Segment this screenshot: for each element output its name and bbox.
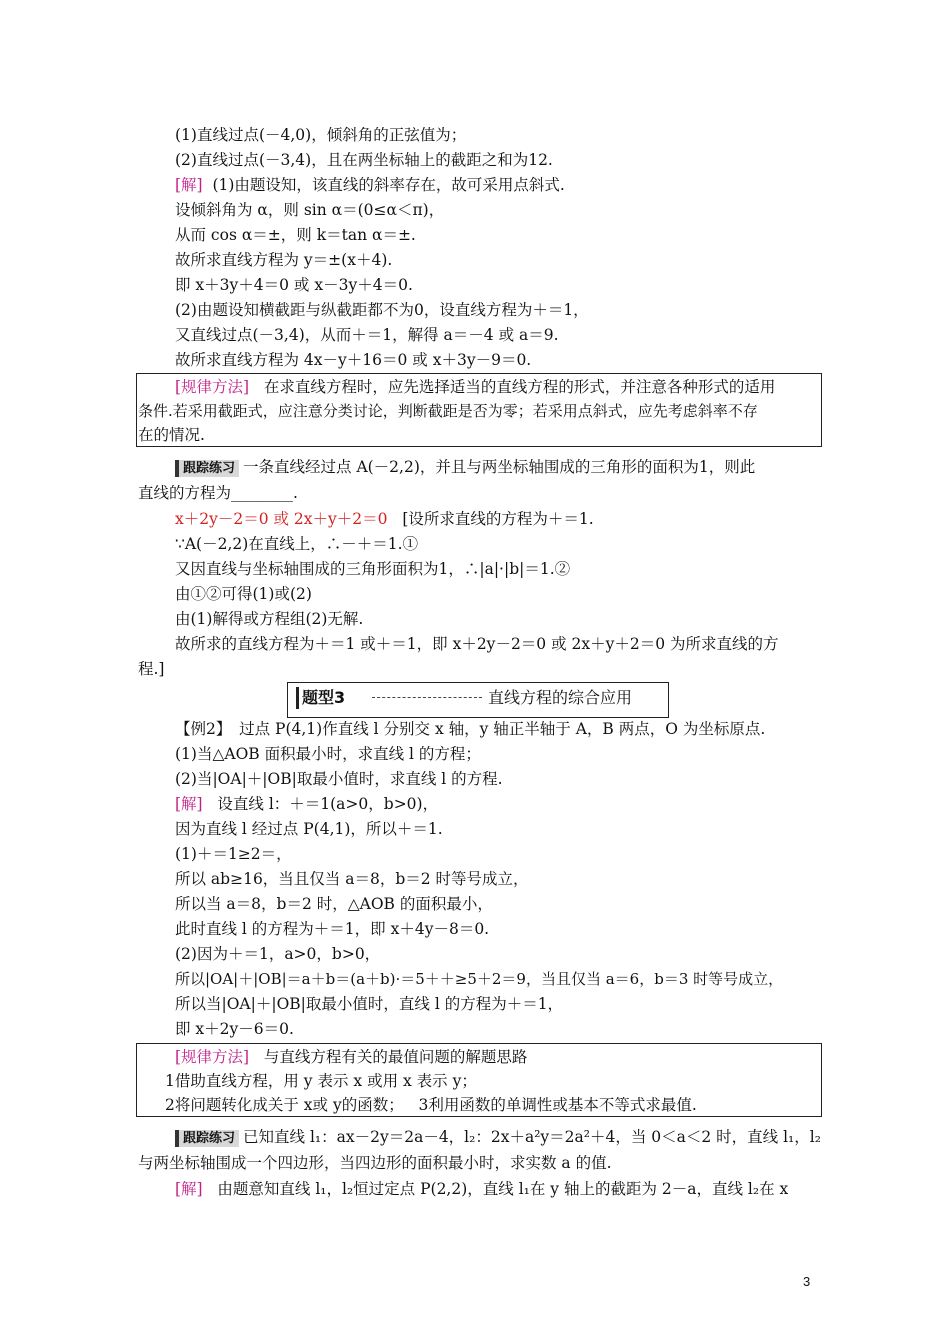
example-line: 因为直线 l 经过点 P(4,1)，所以＋＝1. [175,820,443,838]
practice-answer: [解] 由题意知直线 l₁，l₂恒过定点 P(2,2)，直线 l₁在 y 轴上的截距为 2－a，直线 l₂在 x [175,1180,789,1198]
example-line: [解] 设直线 l：＋＝1(a>0，b>0)， [175,795,439,813]
solution-line: 故所求直线方程为 y＝±(x＋4). [175,251,393,269]
example-line: 此时直线 l 的方程为＋＝1，即 x＋4y－8＝0. [175,920,490,938]
practice-answer: 又因直线与坐标轴围成的三角形面积为1，∴|a|·|b|＝1.② [175,560,571,578]
solution-line: (2)由题设知横截距与纵截距都不为0，设直线方程为＋＝1， [175,301,589,319]
example-line: 所以当|OA|＋|OB|取最小值时，直线 l 的方程为＋＝1， [175,995,564,1013]
method-line: 条件.若采用截距式，应注意分类讨论，判断截距是否为零；若采用点斜式，应先考虑斜率不存 [138,402,758,420]
example-line: (1)当△AOB 面积最小时，求直线 l 的方程； [175,745,481,763]
practice-tag: 跟踪练习 [175,1130,239,1147]
practice-question: 跟踪练习 已知直线 l₁：ax－2y＝2a－4，l₂：2x＋a²y＝2a²＋4，当 0＜a＜2 时，直线 l₁，l₂ [175,1126,821,1148]
solution-tag: [解] [175,1180,203,1198]
question-part-1: (1)直线过点(－4,0)，倾斜角的正弦值为； [175,126,467,144]
solution-line [175,174,565,196]
practice-answer: 由①②可得(1)或(2) [175,585,312,603]
example-line: 所以|OA|＋|OB|＝a＋b＝(a＋b)·＝5＋＋≥5＋2＝9，当且仅当 a＝6，b＝3 时等号成立， [175,970,784,988]
page-number: 3 [803,1274,811,1289]
section-header-box [287,682,669,718]
practice-question: 直线的方程为________. [138,484,298,502]
answer-text: x＋2y－2＝0 或 2x＋y＋2＝0 [175,510,388,528]
method-line: [规律方法] 在求直线方程时，应先选择适当的直线方程的形式，并注意各种形式的适用 [175,378,776,396]
example-line: 所以当 a＝8，b＝2 时，△AOB 的面积最小， [175,895,493,913]
method-line: [规律方法] 与直线方程有关的最值问题的解题思路 [175,1048,528,1066]
example-line: 所以 ab≥16，当且仅当 a＝8，b＝2 时等号成立， [175,870,529,888]
example-line: (1)＋＝1≥2＝， [175,845,292,863]
practice-answer: 由(1)解得或方程组(2)无解. [175,610,364,628]
solution-line: 从而 cos α＝±，则 k＝tan α＝±. [175,226,416,244]
example-line: 【例2】 过点 P(4,1)作直线 l 分别交 x 轴，y 轴正半轴于 A，B 两点，O 为坐标原点. [175,720,766,738]
method-tag: [规律方法] [175,1048,250,1066]
solution-tag: [解] [175,795,203,813]
practice-question: 跟踪练习 一条直线经过点 A(－2,2)，并且与两坐标轴围成的三角形的面积为1，则此 [175,456,755,478]
example-line: (2)因为＋＝1，a>0，b>0， [175,945,381,963]
section-title: 直线方程的综合应用 [488,688,633,707]
method-line: 1借助直线方程，用 y 表示 x 或用 x 表示 y； [165,1072,477,1090]
example-line: 即 x＋2y－6＝0. [175,1020,294,1038]
solution-line: 故所求直线方程为 4x－y＋16＝0 或 x＋3y－9＝0. [175,351,532,369]
solution-line: 即 x＋3y＋4＝0 或 x－3y＋4＝0. [175,276,413,294]
section-divider [372,697,482,698]
solution-line: 设倾斜角为 α，则 sin α＝(0≤α＜π)， [175,201,445,219]
question-part-2: (2)直线过点(－3,4)，且在两坐标轴上的截距之和为12. [175,151,553,169]
solution-tag: [解] [175,176,203,194]
method-line: 在的情况. [138,426,205,444]
practice-tag: 跟踪练习 [175,460,239,477]
practice-answer: ∵A(－2,2)在直线上，∴－＋＝1.① [175,535,419,553]
practice-answer: 程.] [138,660,165,678]
practice-question: 与两坐标轴围成一个四边形，当四边形的面积最小时，求实数 a 的值. [138,1154,612,1172]
method-line: 2将问题转化成关于 x或 y的函数； 3利用函数的单调性或基本不等式求最值. [165,1096,697,1114]
practice-answer: 故所求的直线方程为＋＝1 或＋＝1，即 x＋2y－2＝0 或 2x＋y＋2＝0 为所求直线的方 [175,635,779,653]
solution-line: 又直线过点(－3,4)，从而＋＝1，解得 a＝－4 或 a＝9. [175,326,559,344]
practice-answer: x＋2y－2＝0 或 2x＋y＋2＝0 [设所求直线的方程为＋＝1. [175,510,594,528]
method-tag: [规律方法] [175,378,250,396]
solution-text: (1)由题设知，该直线的斜率存在，故可采用点斜式. [212,176,565,194]
example-line: (2)当|OA|＋|OB|取最小值时，求直线 l 的方程. [175,770,503,788]
section-badge: 题型3 [296,687,345,709]
